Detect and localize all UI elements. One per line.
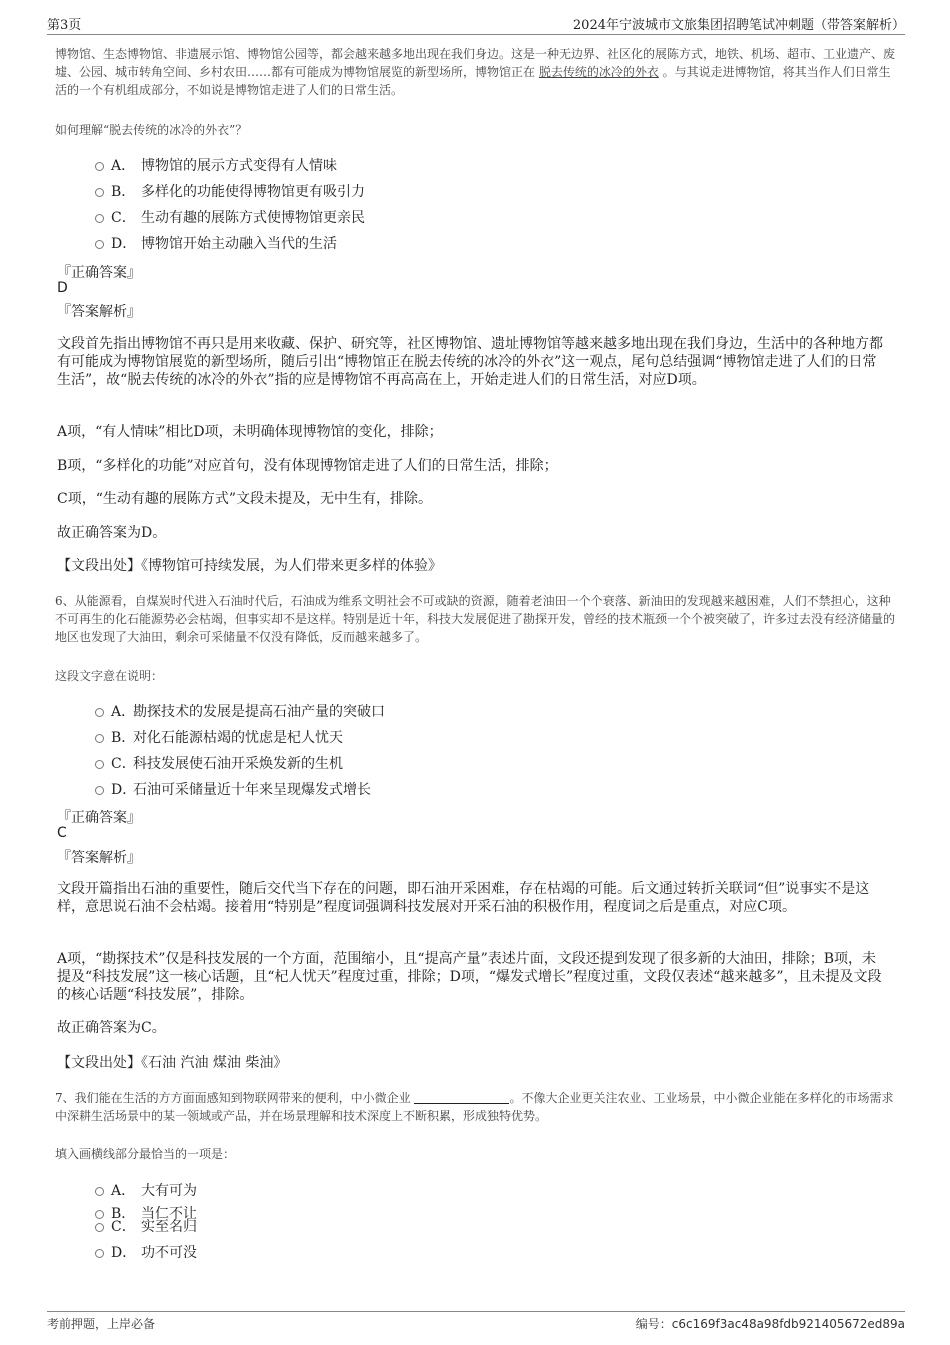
q7-passage-pre: 7、我们能在生活的方方面面感知到物联网带来的便利，中小微企业 <box>55 1091 415 1105</box>
footer-divider <box>47 1311 905 1312</box>
option-text: 功不可没 <box>141 1245 197 1261</box>
q6-analysis-paragraph: 故正确答案为C。 <box>57 1020 166 1036</box>
q5-analysis-label: 『答案解析』 <box>57 304 141 320</box>
q5-option-b[interactable] <box>95 181 365 201</box>
code-label: 编号： <box>635 1317 672 1331</box>
option-letter: A． <box>111 158 136 174</box>
option-text: 博物馆开始主动融入当代的生活 <box>141 236 337 252</box>
option-letter: D． <box>111 236 137 252</box>
q6-answer-label: 『正确答案』 <box>57 810 141 826</box>
code-value: c6c169f3ac48a98fdb921405672ed89a <box>671 1317 905 1331</box>
radio-icon[interactable] <box>95 734 104 743</box>
q5-passage-post: 。与其说走进博物馆，将其当作人们日常生活的一个有机组成部分，不如说是博物馆走进了人们的日常生活。 <box>55 65 891 97</box>
q6-option-b[interactable] <box>95 727 343 747</box>
q6-passage: 6、从能源看，自煤炭时代进入石油时代后，石油成为维系文明社会不可或缺的资源，随着老油田一个个衰落、新油田的发现越来越困难，人们不禁担心，这种不可再生的化石能源势必会枯竭，但事实却不是这样。特别是近十年，科技大发展促进了勘探开发，曾经的技术瓶颈一个个被突破了，许多过去没有经济储量的地区也发现了大油田，剩余可采储量不仅没有降低，反而越来越多了。 <box>55 594 896 644</box>
option-letter: C． <box>111 210 136 226</box>
q6-option-c[interactable] <box>95 753 343 773</box>
radio-icon[interactable] <box>95 240 104 249</box>
q6-option-a[interactable] <box>95 701 385 721</box>
q5-analysis-paragraph: 文段首先指出博物馆不再只是用来收藏、保护、研究等，社区博物馆、遗址博物馆等越来越多地出现在我们身边，生活中的各种地方都有可能成为博物馆展览的新型场所，随后引出“博物馆正在脱去传统的冰冷的外衣”这一观点，尾句总结强调“博物馆走进了人们的日常生活”，故“脱去传统的冰冷的外衣”指的应是博物馆不再高高在上，开始走进人们的日常生活，对应D项。 <box>57 336 883 388</box>
document-code <box>636 1315 905 1332</box>
option-letter: B． <box>111 730 136 746</box>
option-letter: A． <box>111 704 136 720</box>
page-number: 第3页 <box>47 18 82 33</box>
document-title: 2024年宁波城市文旅集团招聘笔试冲刺题（带答案解析） <box>572 18 905 33</box>
option-text: 科技发展使石油开采焕发新的生机 <box>133 756 343 772</box>
option-text: 生动有趣的展陈方式使博物馆更亲民 <box>141 210 365 226</box>
q5-option-c[interactable] <box>95 207 365 227</box>
radio-icon[interactable] <box>95 1187 104 1196</box>
option-text: 博物馆的展示方式变得有人情味 <box>141 158 337 174</box>
q5-analysis-paragraph: B项，“多样化的功能”对应首句，没有体现博物馆走进了人们的日常生活，排除； <box>57 458 558 474</box>
q7-question: 填入画横线部分最恰当的一项是： <box>55 1147 236 1161</box>
q5-source: 【文段出处】《博物馆可持续发展，为人们带来更多样的体验》 <box>57 558 442 574</box>
radio-icon[interactable] <box>95 1249 104 1258</box>
q6-answer: C <box>57 825 67 841</box>
radio-icon[interactable] <box>95 214 104 223</box>
radio-icon[interactable] <box>95 786 104 795</box>
radio-icon[interactable] <box>95 188 104 197</box>
q7-option-c[interactable] <box>95 1216 197 1236</box>
option-text: 当仁不让 <box>141 1206 197 1222</box>
q5-question: 如何理解“脱去传统的冰冷的外衣”？ <box>55 123 248 137</box>
radio-icon[interactable] <box>95 760 104 769</box>
q7-option-d[interactable] <box>95 1242 197 1262</box>
q7-option-a[interactable] <box>95 1180 197 1200</box>
q5-option-d[interactable] <box>95 233 337 253</box>
option-text: 石油可采储量近十年来呈现爆发式增长 <box>133 782 371 798</box>
option-letter: B． <box>111 184 136 200</box>
q5-analysis-paragraph: C项，“生动有趣的展陈方式”文段未提及，无中生有，排除。 <box>57 491 433 507</box>
option-text: 多样化的功能使得博物馆更有吸引力 <box>141 184 365 200</box>
q7-passage <box>55 1089 900 1125</box>
q5-answer: D <box>57 280 68 296</box>
q5-analysis-paragraph: 故正确答案为D。 <box>57 525 167 541</box>
fill-blank <box>414 1091 509 1104</box>
q5-analysis-paragraph: A项，“有人情味”相比D项，未明确体现博物馆的变化，排除； <box>57 424 443 440</box>
q5-passage <box>55 45 900 99</box>
q5-passage-pre: 博物馆、生态博物馆、非遗展示馆、博物馆公园等，都会越来越多地出现在我们身边。这是一种无边界、社区化的展陈方式，地铁、机场、超市、工业遗产、废墟、公园、城市转角空间、乡村农田……都有可能成为博物馆展览的新型场所，博物馆正在 <box>55 47 896 79</box>
option-text: 对化石能源枯竭的忧虑是杞人忧天 <box>133 730 343 746</box>
q6-option-d[interactable] <box>95 779 371 799</box>
option-text: 大有可为 <box>141 1183 197 1199</box>
footer-slogan: 考前押题，上岸必备 <box>47 1317 156 1331</box>
q6-analysis-paragraph: A项，“勘探技术”仅是科技发展的一个方面，范围缩小，且“提高产量”表述片面，文段还提到发现了很多新的大油田，排除；B项，未提及“科技发展”这一核心话题，且“杞人忧天”程度过重，排除；D项，“爆发式增长”程度过重，文段仅表述“越来越多”，且未提及文段的核心话题“科技发展”，排除。 <box>57 951 882 1003</box>
header-divider <box>47 34 905 35</box>
radio-icon[interactable] <box>95 708 104 717</box>
q5-option-a[interactable] <box>95 155 337 175</box>
option-letter: A． <box>111 1183 136 1199</box>
q6-analysis-paragraph: 文段开篇指出石油的重要性，随后交代当下存在的问题，即石油开采困难，存在枯竭的可能。后文通过转折关联词“但”说事实不是这样，意思说石油不会枯竭。接着用“特别是”程度词强调科技发展对开采石油的积极作用，程度词之后是重点，对应C项。 <box>57 881 870 915</box>
radio-icon[interactable] <box>95 162 104 171</box>
q5-answer-label: 『正确答案』 <box>57 265 141 281</box>
radio-icon[interactable] <box>95 1223 104 1232</box>
option-letter: D． <box>111 1245 137 1261</box>
option-text: 实至名归 <box>141 1219 197 1235</box>
option-text: 勘探技术的发展是提高石油产量的突破口 <box>133 704 385 720</box>
option-letter: B． <box>111 1206 136 1222</box>
q7-passage-post: 。不像大企业更关注农业、工业场景，中小微企业能在多样化的市场需求中深耕生活场景中的某一领域或产品，并在场景理解和技术深度上不断积累，形成独特优势。 <box>55 1091 894 1123</box>
option-letter: C． <box>111 756 136 772</box>
q6-analysis-label: 『答案解析』 <box>57 850 141 866</box>
q6-source: 【文段出处】《石油 汽油 煤油 柴油》 <box>57 1055 288 1071</box>
option-letter: D． <box>111 782 137 798</box>
q6-question: 这段文字意在说明： <box>55 669 164 683</box>
option-letter: C． <box>111 1219 136 1235</box>
q5-passage-underlined: 脱去传统的冰冷的外衣 <box>538 65 659 79</box>
